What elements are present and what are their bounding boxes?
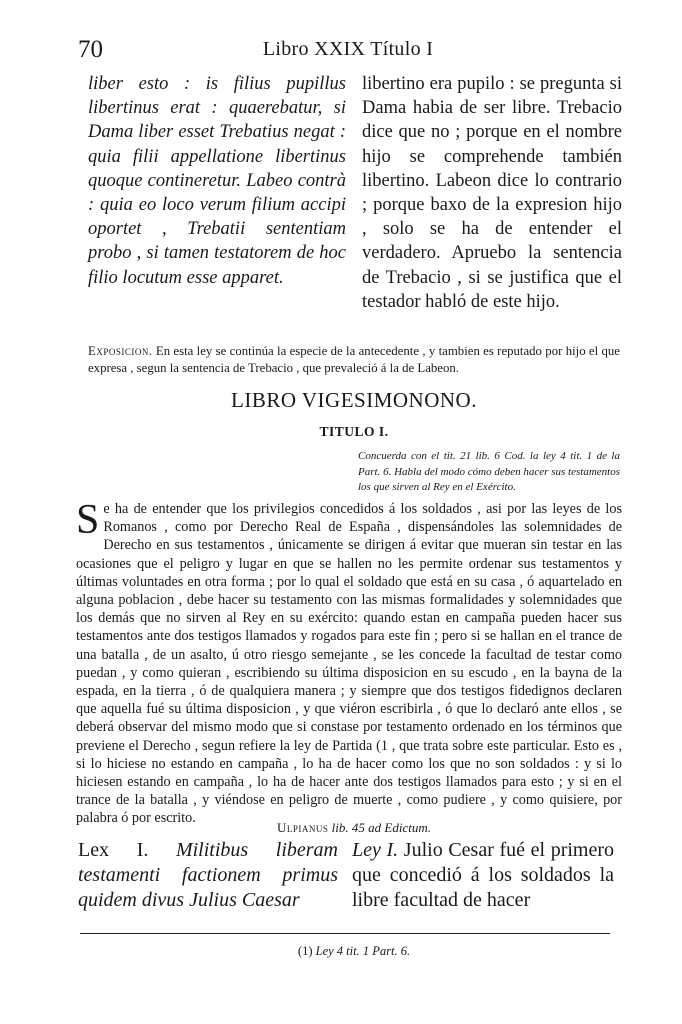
lex-latin-text: Militibus liberam testamenti factionem primus quidem divus Julius Caesar xyxy=(78,839,338,911)
concordance-note: Concuerda con el tit. 21 lib. 6 Cod. la ley 4 tit. 1 de la Part. 6. Habla del modo cómo deben hacer sus testamentos los que sirven al Rey en el Exército. xyxy=(358,450,620,493)
running-head: Libro XXIX Título I xyxy=(262,38,434,60)
title-heading: TITULO I. xyxy=(319,424,389,439)
footnote xyxy=(88,944,620,959)
lex-latin-label: Lex I. xyxy=(78,839,149,861)
book-title: LIBRO VIGESIMONONO. xyxy=(231,388,477,412)
source-attribution xyxy=(88,820,620,836)
lex-latin-column xyxy=(78,838,338,913)
attribution-source: lib. 45 ad Edictum. xyxy=(331,820,431,835)
page-number: 70 xyxy=(78,36,103,63)
footnote-marker: (1) xyxy=(297,944,313,958)
commentary-text: e ha de entender que los privilegios concedidos á los soldados , asi por las leyes de los Romanos , como por Derecho Real de España , dispensándoles las solemnidades de Derecho en sus testamentos , únicamente se dirigen á evitar que mueran sin testar en las ocasiones que el peligro y lugar en que se hallen no les permite ordenar sus testamentos y últimas voluntades en otra forma ; por lo qual el soldado que está en su casa , ó aquartelado en alguna poblacion , debe hacer su testamento con las mismas formalidades y solemnidades que los demás que no sirven al Rey en su exército: quando estan en campaña pueden hacer sus testamentos ante dos testigos llamados y rogados para este fin ; pero si se hallan en el trance de una batalla , de un asalto, ú otro riesgo semejante , se les concede la facultad de testar como puedan , y como quieran , escribiendo su última disposicion en su escudo , en la bayna de la espada, en la tierra , ó de qualquiera manera ; y siempre que dos testigos fidedignos declaren que aquella fué su última disposicion , y que viéron escribirla , ó que lo declaró ante ellos , se deberá observar del mismo modo que si constase por testamento ordenado en los términos que previene el Derecho , segun refiere la ley de Partida (1 , que trata sobre este particular. Esto es , si lo hiciese no estando en campaña , lo ha de hacer como los que no son soldados : y si lo hiciesen estando en campaña , lo ha de hacer ante dos testigos llamados para esto ; y si en el trance de la batalla , y viéndose en peligro de muerte , como pudiere , y como quisiere, por palabra ó por escrito. xyxy=(76,501,622,827)
commentary-paragraph xyxy=(76,497,622,828)
lex-spanish-label: Ley I. xyxy=(352,839,399,861)
drop-cap: S xyxy=(76,497,100,543)
exposicion-paragraph xyxy=(88,343,620,377)
exposicion-text: En esta ley se continúa la especie de la antecedente , y tambien es reputado por hijo el que expresa , segun la sentencia de Trebacio , que prevaleció á la de Labeon. xyxy=(88,343,620,375)
lex-spanish-column xyxy=(352,838,614,913)
spanish-column: libertino era pupilo : se pregunta si Dama habia de ser libre. Trebacio dice que no ; porque en el nombre hijo se comprehende también libertino. Labeon dice lo contrario ; porque baxo de la expresion hijo , solo se ha de entender el verdadero. Apruebo la sentencia de Trebacio , si se justifica que el testador habló de este hijo. xyxy=(362,74,622,312)
footnote-divider xyxy=(80,933,610,934)
latin-column: liber esto : is filius pupillus libertinus erat : quaerebatur, si Dama liber esset Trebatius negat : quia filii appellatione libertinus quoque contineretur. Labeo contrà : quia eo loco verum filium accipi oportet , Trebatii sententiam probo , si tamen testatorem de hoc filio locutum esse apparet. xyxy=(88,74,346,288)
footnote-text: Ley 4 tit. 1 Part. 6. xyxy=(315,944,411,958)
attribution-author: Ulpianus xyxy=(277,820,329,835)
exposicion-label: Exposicion. xyxy=(88,343,153,358)
page-header xyxy=(78,36,618,66)
lex-spanish-text: Julio Cesar fué el primero que concedió á los soldados la libre facultad de hacer xyxy=(352,839,615,911)
